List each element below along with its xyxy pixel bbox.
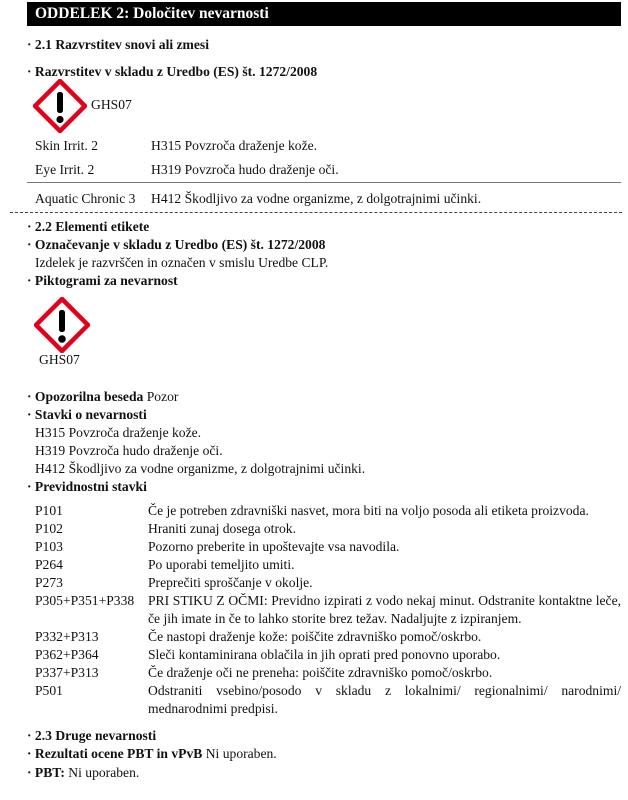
- precaution-code: P332+P313: [35, 629, 99, 644]
- precaution-code: P362+P364: [35, 647, 99, 662]
- precaution-code: P273: [35, 575, 63, 590]
- hazard-statement: H319 Povzroča hudo draženje oči.: [151, 162, 339, 177]
- section-2-1-title: · 2.1 Razvrstitev snovi ali zmesi: [27, 37, 209, 52]
- hazard-statement: H315 Povzroča draženje kože.: [35, 425, 202, 440]
- precaution-code: P337+P313: [35, 665, 99, 680]
- precaution-code: P102: [35, 521, 63, 536]
- precaution-text: Hraniti zunaj dosega otrok.: [148, 521, 296, 536]
- pbt-row: [27, 764, 139, 782]
- ghs07-exclamation-icon: [33, 79, 87, 133]
- signal-word-label: · Opozorilna beseda: [27, 389, 144, 404]
- section-2-2-title: · 2.2 Elementi etikete: [27, 219, 150, 234]
- pbt-assessment-value: Ni uporaben.: [202, 746, 277, 761]
- labelling-description: Izdelek je razvrščen in označen v smislu Uredbe CLP.: [35, 255, 329, 270]
- hazard-class: Aquatic Chronic 3: [35, 191, 136, 206]
- signal-word-value: Pozor: [143, 389, 179, 404]
- divider: [27, 182, 621, 183]
- hazard-statements-heading: · Stavki o nevarnosti: [27, 407, 147, 422]
- pictogram-label: GHS07: [39, 352, 80, 367]
- precaution-text: Odstraniti vsebino/posodo v skladu z lokalnimi/ regionalnimi/ narodnimi/ mednarodnimi predpisi.: [148, 683, 621, 716]
- precaution-code: P305+P351+P338: [35, 593, 135, 608]
- precaution-text: Pozorno preberite in upoštevajte vsa navodila.: [148, 539, 400, 554]
- pbt-value: Ni uporaben.: [64, 765, 140, 780]
- hazard-class: Eye Irrit. 2: [35, 162, 95, 177]
- labelling-heading: · Označevanje v skladu z Uredbo (ES) št. 1272/2008: [27, 237, 326, 252]
- section-header: ODDELEK 2: Določitev nevarnosti: [27, 2, 621, 26]
- hazard-class: Skin Irrit. 2: [35, 138, 99, 153]
- classification-heading: · Razvrstitev v skladu z Uredbo (ES) št. 1272/2008: [27, 64, 318, 79]
- pictogram-label: GHS07: [91, 97, 132, 112]
- section-2-3-title: · 2.3 Druge nevarnosti: [27, 728, 157, 743]
- signal-word-row: [27, 388, 178, 406]
- precaution-text: PRI STIKU Z OČMI: Previdno izpirati z vodo nekaj minut. Odstranite kontaktne leče, če jih imate in če to lahko storite brez težav. Nadaljujte z izpiranjem.: [148, 593, 621, 626]
- pictograms-heading: · Piktogrami za nevarnost: [27, 273, 178, 288]
- precaution-text: Preprečiti sproščanje v okolje.: [148, 575, 313, 590]
- precaution-text: Če je potreben zdravniški nasvet, mora biti na voljo posoda ali etiketa proizvoda.: [148, 503, 589, 518]
- pbt-assessment-label: · Rezultati ocene PBT in vPvB: [27, 746, 203, 761]
- precaution-code: P101: [35, 503, 63, 518]
- precautionary-heading: · Previdnostni stavki: [27, 479, 147, 494]
- precaution-code: P103: [35, 539, 63, 554]
- precaution-code: P501: [35, 683, 63, 698]
- section-divider: [10, 212, 622, 213]
- precaution-text: Po uporabi temeljito umiti.: [148, 557, 295, 572]
- pbt-label: · PBT:: [27, 765, 65, 780]
- precaution-text: Sleči kontaminirana oblačila in jih oprati pred ponovno uporabo.: [148, 647, 501, 662]
- hazard-statement: H412 Škodljivo za vodne organizme, z dolgotrajnimi učinki.: [35, 461, 366, 476]
- hazard-statement: H319 Povzroča hudo draženje oči.: [35, 443, 223, 458]
- hazard-statement: H412 Škodljivo za vodne organizme, z dolgotrajnimi učinki.: [151, 191, 482, 206]
- hazard-statement: H315 Povzroča draženje kože.: [151, 138, 318, 153]
- precaution-text: Če draženje oči ne preneha: poiščite zdravniško pomoč/oskrbo.: [148, 665, 493, 680]
- ghs07-exclamation-icon: [34, 297, 90, 353]
- precaution-code: P264: [35, 557, 63, 572]
- pbt-assessment-row: [27, 745, 277, 763]
- precaution-text: Če nastopi draženje kože: poiščite zdravniško pomoč/oskrbo.: [148, 629, 482, 644]
